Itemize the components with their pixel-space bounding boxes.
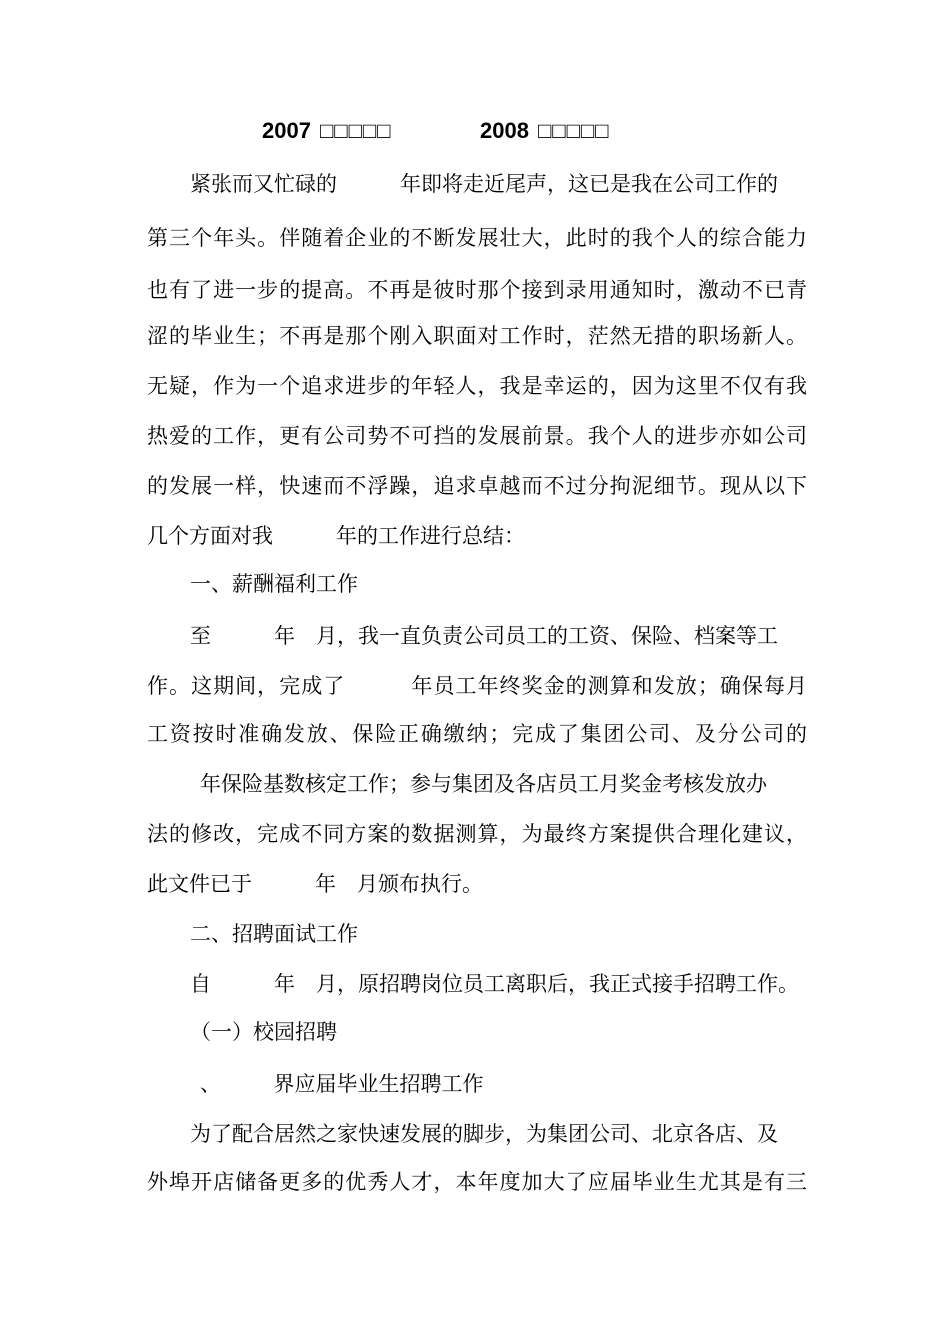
body-line-16: 为了配合居然之家快速发展的脚步，为集团公司、北京各店、及 [190,1122,778,1146]
title-year-2007: 2007 [262,118,311,143]
body-line-6: 热爱的工作，更有公司势不可挡的发展前景。我个人的进步亦如公司 [147,424,807,448]
title-missing-glyphs-1: □□□□□ [320,118,392,143]
section-heading-1: 一、薪酬福利工作 [190,572,358,596]
body-line-14: 此文件已于 年 月颁布执行。 [147,872,483,896]
title-missing-glyphs-2: □□□□□ [538,118,610,143]
body-line-9: 至 年 月，我一直负责公司员工的工资、保险、档案等工 [190,624,778,648]
body-line-1: 紧张而又忙碌的 年即将走近尾声，这已是我在公司工作的 [190,172,778,196]
body-line-2: 第三个年头。伴随着企业的不断发展壮大，此时的我个人的综合能力 [147,226,807,250]
body-line-11: 工资按时准确发放、保险正确缴纳；完成了集团公司、及分公司的 [147,722,807,746]
body-line-8: 几个方面对我 年的工作进行总结： [147,524,525,548]
body-line-4: 涩的毕业生；不再是那个刚入职面对工作时，茫然无措的职场新人。 [147,324,807,348]
body-line-15: 自 年 月，原招聘岗位员工离职后，我正式接手招聘工作。 [190,972,799,996]
body-line-12: 年保险基数核定工作；参与集团及各店员工月奖金考核发放办 [200,772,767,796]
body-line-10: 作。这期间，完成了 年员工年终奖金的测算和发放；确保每月 [147,674,807,698]
body-line-17: 外埠开店储备更多的优秀人才，本年度加大了应届毕业生尤其是有三 [147,1170,807,1194]
body-line-5: 无疑，作为一个追求进步的年轻人，我是幸运的，因为这里不仅有我 [147,374,807,398]
body-line-13: 法的修改，完成不同方案的数据测算，为最终方案提供合理化建议， [147,822,807,846]
title-year-2008: 2008 [480,118,529,143]
subsection-item-1: 、 界应届毕业生招聘工作 [200,1072,484,1096]
body-line-3: 也有了进一步的提高。不再是彼时那个接到录用通知时，激动不已青 [147,278,807,302]
section-heading-2: 二、招聘面试工作 [190,922,358,946]
subsection-heading-campus: （一）校园招聘 [190,1020,337,1044]
body-line-7: 的发展一样，快速而不浮躁，追求卓越而不过分拘泥细节。现从以下 [147,474,807,498]
